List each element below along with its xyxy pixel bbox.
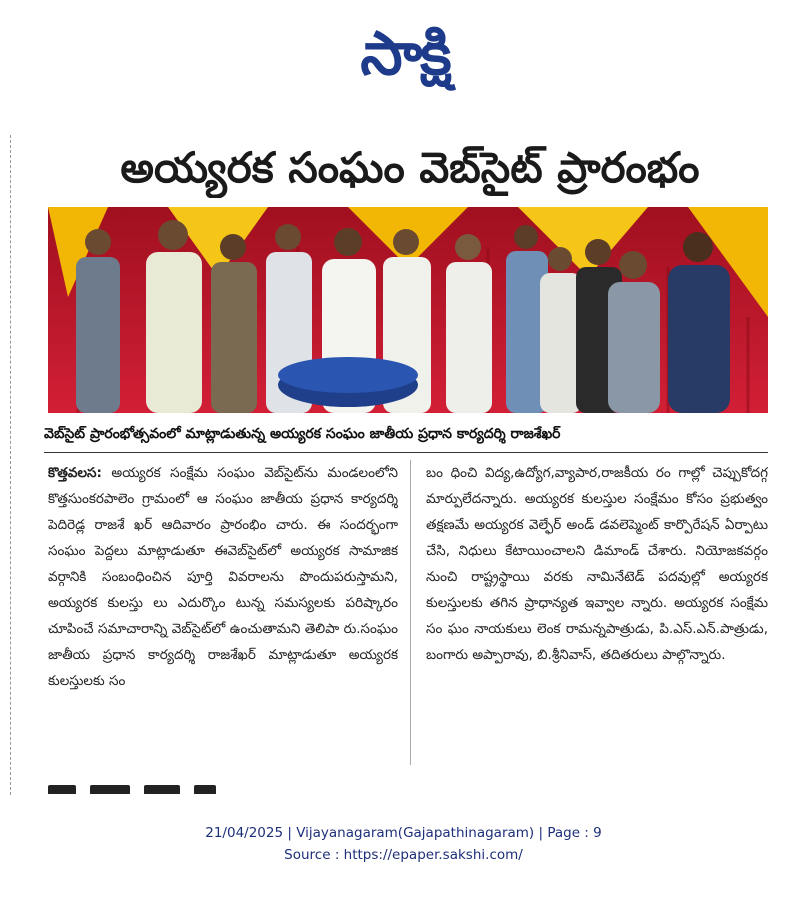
page-footer [0,822,807,866]
article-headline: అయ్యరక సంఘం వెబ్‌సైట్ ప్రారంభం [120,143,700,192]
footer-source[interactable]: Source : https://epaper.sakshi.com/ [284,847,523,863]
logo-text: సాక్షి [360,19,450,89]
body-text-left: అయ్యరక సంక్షేమ సంఘం వెబ్‌సైట్‌ను మండలంలోని కొత్తసుంకరపాలెం గ్రామంలో ఆ సంఘం జాతీయ ప్రధాన కార్యదర్శి పెదిరెడ్ల రాజశే ఖర్ ఆదివారం ప్రారంభిం చారు. ఈ సందర్భంగా సంఘం పెద్దలు మాట్లాడుతూ ఈవెబ్‌సైట్‌లో అయ్యరక సామాజిక వర్గానికి సంబంధించిన పూర్తి వివరాలను పొందుపరుస్తామని, అయ్యరక కులస్తు లు ఎదుర్కొం టున్న సమస్యలకు పరిష్కారం చూపించే సమాచారాన్ని వెబ్‌సైట్‌లో ఉంచుతామని తెలిపా రు.సంఘం జాతీయ ప్రధాన కార్యదర్శి రాజశేఖర్ మాట్లాడుతూ అయ్యరక కులస్తులకు సం [48,465,398,689]
footer-date-edition: 21/04/2025 | Vijayanagaram(Gajapathinagaram) | Page : 9 [205,825,602,841]
group-photo-illustration [48,207,768,413]
dateline: కొత్తవలస: [48,465,102,481]
page-edge-rule [10,135,14,795]
caption-rule [44,452,768,453]
event-photo [48,207,768,413]
article-body-left [48,460,398,760]
body-text-right: బం ధించి విద్య,ఉద్యోగ,వ్యాపార,రాజకీయ రం గాల్లో చెప్పుకోదగ్గ మార్పులేదన్నారు. అయ్యరక కులస్తుల సంక్షేమం కోసం ప్రభుత్వం తక్షణమే అయ్యరక వెల్ఫేర్ అండ్ డవలెప్మెంట్ కార్పొరేషన్ ఏర్పాటు చేసి, నిధులు కేటాయించాలని డిమాండ్ చేశారు. నియోజకవర్గం నుంచి రాష్ట్రస్థాయి వరకు నామినేటెడ్ పదవుల్లో అయ్యరక కులస్తులకు తగిన ప్రాధాన్యత ఇవ్వాల న్నారు. అయ్యరక సంక్షేమ సం ఘం నాయకులు లెంక రామన్నపాత్రుడు, పి.ఎస్.ఎన్.పాత్రుడు, బంగారు అప్పారావు, బి.శ్రీనివాస్, తదితరులు పాల్గొన్నారు. [426,465,768,663]
photo-caption: వెబ్‌సైట్ ప్రారంభోత్సవంలో మాట్లాడుతున్న అయ్యరక సంఘం జాతీయ ప్రధాన కార్యదర్శి రాజశేఖర్ [44,426,561,442]
sakshi-logo [300,12,510,102]
column-divider [410,460,411,765]
article-body-right [426,460,768,760]
next-article-headline-fragment [48,780,348,794]
